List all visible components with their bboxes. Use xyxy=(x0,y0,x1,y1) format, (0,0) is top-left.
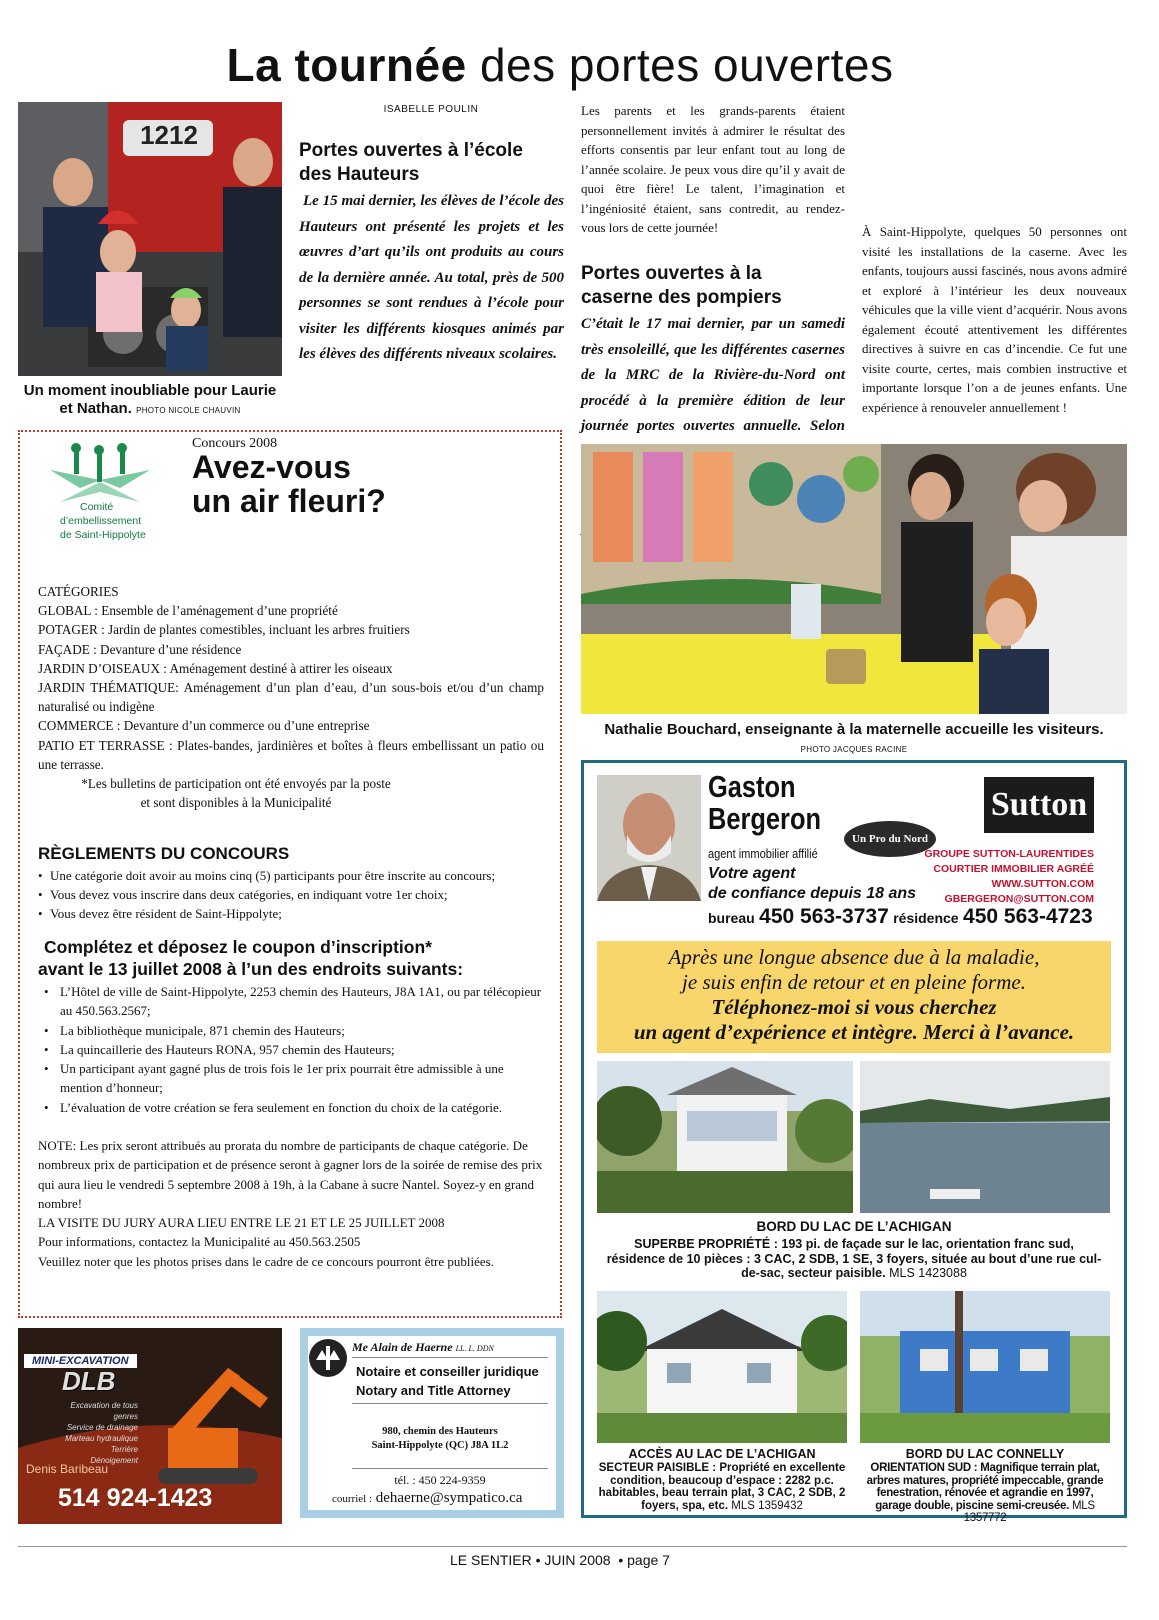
category-item: COMMERCE : Devanture d’un commerce ou d’une entreprise xyxy=(38,718,370,734)
notary-titles: Notaire et conseiller juridique Notary and Title Attorney xyxy=(356,1364,539,1398)
listing2-desc: SECTEUR PAISIBLE : Propriété en excellente condition, beaucoup d’espace : 2282 p.c. habitables, beau terrain plat, 3 CAC, 2 SDB, 2 foyers, spa, etc. MLS 1359432 xyxy=(598,1462,846,1512)
article2-body: À Saint-Hippolyte, quelques 50 personnes ont visité les installations de la caserne. Avec les enfants, toujours aussi fascinés, nous avons admiré et exploré à l’intérieur les deux nouveaux véhicules que la ville vient d’acquérir. Nous avons également écouté attentivement les différentes directives à suivre en cas d’incendie. Ce fut une visite courte, certes, mais combien instructive et importante lorsque l’on a de jeunes enfants. Une expérience à renouveler annuellement ! xyxy=(862,224,1128,415)
article1-heading: Portes ouvertes à l’école des Hauteurs xyxy=(299,140,523,185)
place-item: • Un participant ayant gagné plus de trois fois le 1er prix pourrait être admissible à une mention d’honneur; xyxy=(38,1059,548,1098)
place-item: • L’Hôtel de ville de Saint-Hippolyte, 2253 chemin des Hauteurs, J8A 1A1, ou par télécopieur au 450.563.2567; xyxy=(38,982,548,1021)
listing1-lake-photo xyxy=(860,1061,1110,1213)
notary-tel: tél. : 450 224-9359 xyxy=(394,1473,486,1487)
category-item: POTAGER : Jardin de plantes comestibles, incluant les arbres fruitiers xyxy=(38,622,410,638)
dlb-services: Excavation de tous genres Service de drainage Marteau hydraulique Terrière Dénoigement xyxy=(65,1401,138,1465)
contest-notes: NOTE: Les prix seront attribués au prorata du nombre de participants de chaque catégorie. De nombreux prix de participation et de présence seront à gagner lors de la soirée de remise des prix qui aura lieu le vendredi 5 septembre 2008 à 19h, à la Cabane à sucre Nantel. Soyez-y en grand nombre! LA VISITE DU JURY AURA LIEU ENTRE LE 21 ET LE 25 JUILLET 2008 Pour informations, contactez la Municipalité au 450.563.2505 Veuillez noter que les photos prises dans le cadre de ce concours pourront être publiées. xyxy=(38,1138,543,1269)
article1-lead: Le 15 mai dernier, les élèves de l’école des Hauteurs ont présenté les projets et les œuvres d’art qu’ils ont produits au cours de la dernière année. Au total, près de 500 personnes se sont rendues à l’école pour visiter les différents kiosques animés par les élèves des différents niveaux scolaires. xyxy=(299,193,564,362)
article1-body: Les parents et les grands-parents étaient personnellement invités à admirer le résultat des efforts consentis par leur enfant tout au long de l’année scolaire. Je peux vous dire qu’il y avait de quoi être fière! Le talent, l’imagination et l’ingéniosité étaient, sans contredit, au rendez-vous lors de cette journée! xyxy=(581,103,845,235)
category-item: PATIO ET TERRASSE : Plates-bandes, jardinières et boîtes à fleurs embellissant un patio ou une terrasse. xyxy=(38,737,544,772)
ad-realtor xyxy=(581,760,1127,1524)
category-item: JARDIN THÉMATIQUE: Aménagement d’un plan d’eau, d’un sous-bois et/ou d’un champ naturalisé ou indigène xyxy=(38,680,545,715)
listing3-title: BORD DU LAC CONNELLY xyxy=(905,1447,1065,1461)
category-item: JARDIN D’OISEAUX : Aménagement destiné à attirer les oiseaux xyxy=(38,660,393,676)
photo2-caption: Nathalie Bouchard, enseignante à la maternelle accueille les visiteurs. PHOTO JACQUES RACINE xyxy=(604,721,1104,754)
rules-list xyxy=(38,866,548,923)
notary-address: 980, chemin des Hauteurs Saint-Hippolyte (QC) J8A 1L2 xyxy=(371,1426,509,1451)
category-item: GLOBAL : Ensemble de l’aménagement d’une propriété xyxy=(38,603,338,619)
photo-firetruck xyxy=(18,102,282,376)
deposit-title: Complétez et déposez le coupon d’inscription* avant le 13 juillet 2008 à l’un des endroits suivants: xyxy=(38,937,464,979)
listing3-house-photo xyxy=(860,1291,1110,1443)
contest-headline: Avez-vous un air fleuri? xyxy=(192,449,386,519)
article2-lead: C’était le 17 mai dernier, par un samedi très ensoleillé, que les différentes casernes de la MRC de la Rivière-du-Nord ont procédé à la première édition de leur journée portes ouvertes annuelle. Selon xyxy=(581,316,845,434)
photo-classroom xyxy=(581,444,1127,714)
page-title: La tournée des portes ouvertes xyxy=(226,39,894,91)
agent-name: Gaston Bergeron xyxy=(708,769,822,836)
listing3-desc: ORIENTATION SUD : Magnifique terrain plat, arbres matures, propriété impeccable, grande fenestration, rénovée et agrandie en 1997, garage double, piscine semi-creusée. MLS 1357772 xyxy=(866,1462,1104,1524)
dlb-badge: MINI-EXCAVATION xyxy=(24,1354,137,1368)
photo1-caption: Un moment inoubliable pour Laurie et Nathan. PHOTO NICOLE CHAUVIN xyxy=(23,382,277,417)
rule-item: • Vous devez vous inscrire dans deux catégories, en indiquant votre 1er choix; xyxy=(38,885,548,904)
dlb-name: Denis Baribeau xyxy=(26,1462,109,1476)
footer-rule xyxy=(18,1546,1127,1547)
article2-heading: Portes ouvertes à la caserne des pompiers xyxy=(581,263,782,308)
place-item: • La bibliothèque municipale, 871 chemin des Hauteurs; xyxy=(38,1021,548,1040)
listing2-house-photo xyxy=(597,1291,847,1443)
scales-of-justice-icon xyxy=(308,1338,348,1378)
rule-item: • Une catégorie doit avoir au moins cinq (5) participants pour être inscrite au concours; xyxy=(38,866,548,885)
categories: CATÉGORIES GLOBAL : Ensemble de l’aménagement d’une propriété POTAGER : Jardin de plantes comestibles, incluant les arbres fruitiers FAÇADE : Devanture d’une résidence JARDIN D’OISEAUX : Aménagement destiné à attirer les oiseaux JARDIN THÉMATIQUE: Aménagement d’un plan d’eau, d’un sous-bois et/ou d’un champ naturalisé ou indigène COMMERCE : Devanture d’un commerce ou d’une entreprise PATIO ET TERRASSE : Plates-bandes, jardinières et boîtes à fleurs embellissant un patio ou une terrasse. *Les bulletins de participation ont été envoyés par la poste et sont disponibles à la Municipalité xyxy=(38,582,544,812)
sutton-contact: GROUPE SUTTON-LAURENTIDES COURTIER IMMOBILIER AGRÉÉ WWW.SUTTON.COM GBERGERON@SUTTON.COM xyxy=(924,848,1094,905)
agent-phones: bureau 450 563-3737 résidence 450 563-4723 xyxy=(708,905,1093,928)
committee-name: Comité d’embellissement de Saint-Hippolyte xyxy=(60,501,146,541)
rules-title: RÈGLEMENTS DU CONCOURS xyxy=(38,844,290,863)
ad-notary xyxy=(300,1328,564,1518)
sutton-logo: Sutton xyxy=(984,777,1094,833)
rule-item: • Vous devez être résident de Saint-Hippolyte; xyxy=(38,904,548,923)
dlb-phone: 514 924-1423 xyxy=(58,1484,213,1512)
listing1-title: BORD DU LAC DE L’ACHIGAN xyxy=(756,1219,952,1234)
agent-role: agent immobilier affilié xyxy=(708,846,818,861)
agent-tagline: Votre agent de confiance depuis 18 ans xyxy=(708,865,917,902)
pro-du-nord-badge: Un Pro du Nord xyxy=(844,821,936,857)
places-list xyxy=(38,982,548,1117)
listing1-house-photo xyxy=(597,1061,853,1213)
contest-year: Concours 2008 xyxy=(192,436,278,451)
place-item: • La quincaillerie des Hauteurs RONA, 957 chemin des Hauteurs; xyxy=(38,1040,548,1059)
dlb-brand: DLB xyxy=(62,1366,116,1396)
bulletins-note: *Les bulletins de participation ont été envoyés par la poste et sont disponibles à la Municipalité xyxy=(81,776,391,811)
page-footer: LE SENTIER • JUIN 2008 • page 7 xyxy=(450,1552,670,1568)
notary-name: Me Alain de Haerne LL. L. DDN xyxy=(352,1340,494,1354)
notary-email: courriel : dehaerne@sympatico.ca xyxy=(332,1490,523,1506)
truck-number: 1212 xyxy=(140,120,198,150)
place-item: • L’évaluation de votre création se fera seulement en fonction du choix de la catégorie. xyxy=(38,1098,548,1117)
listing1-desc: SUPERBE PROPRIÉTÉ : 193 pi. de façade sur le lac, orientation franc sud, résidence de 10 pièces : 3 CAC, 2 SDB, 1 SE, 3 foyers, située au bout d’une rue cul-de-sac, secteur paisible. MLS 1423088 xyxy=(606,1237,1102,1280)
return-banner: Après une longue absence due à la maladie, je suis enfin de retour et en pleine forme. Téléphonez-moi si vous cherchez un agent d’expérience et intègre. Merci à l’avance. xyxy=(597,941,1111,1053)
listing2-title: ACCÈS AU LAC DE L’ACHIGAN xyxy=(628,1447,816,1461)
category-item: FAÇADE : Devanture d’une résidence xyxy=(38,641,242,657)
contest-box xyxy=(18,430,562,1318)
agent-portrait-icon xyxy=(597,775,701,901)
author-byline: ISABELLE POULIN xyxy=(383,104,479,115)
ad-dlb xyxy=(18,1328,282,1524)
